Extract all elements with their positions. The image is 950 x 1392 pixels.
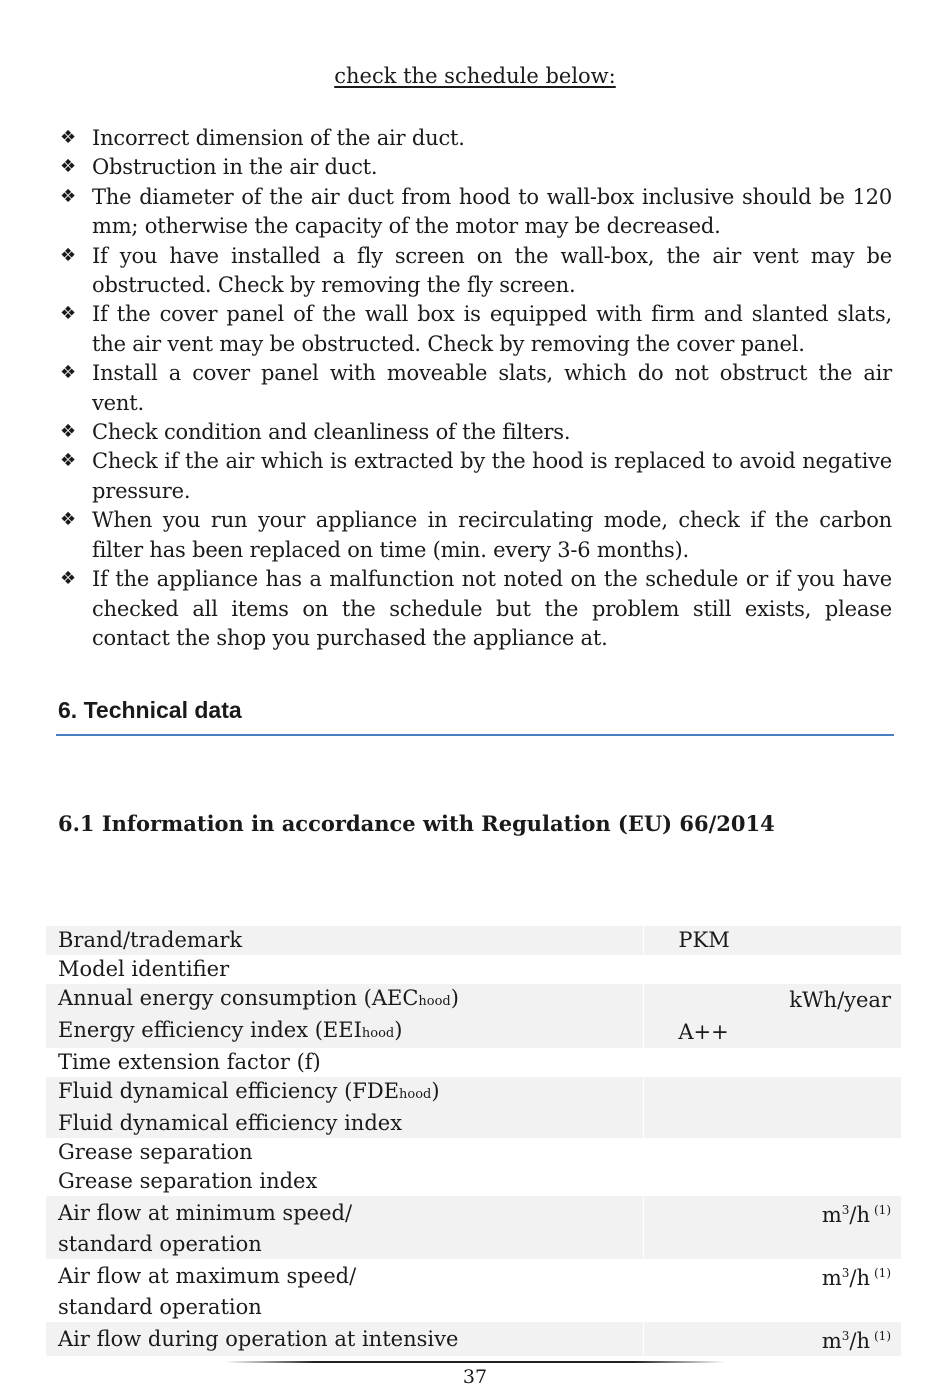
footnote-ref: (1) xyxy=(874,1329,891,1343)
row-value: A++ xyxy=(644,1016,789,1048)
row-value xyxy=(644,1077,789,1109)
row-label xyxy=(46,926,643,955)
four-diamond-bullet-icon: ❖ xyxy=(60,244,76,266)
four-diamond-bullet-icon: ❖ xyxy=(60,362,76,384)
list-item-text: The diameter of the air duct from hood to wall-box inclusive should be 120 mm; otherwise the capacity of the motor may be decreased. xyxy=(92,184,892,239)
table-row xyxy=(46,1109,901,1138)
label-end: ) xyxy=(450,986,459,1010)
row-label xyxy=(46,1167,643,1196)
unit-end: /h xyxy=(849,1203,870,1227)
list-item-text: Obstruction in the air duct. xyxy=(92,155,378,180)
list-item-text: Check condition and cleanliness of the filters. xyxy=(92,420,571,445)
row-value xyxy=(644,1138,789,1167)
footer-divider xyxy=(225,1361,725,1363)
row-unit xyxy=(789,1167,901,1196)
row-value: PKM xyxy=(644,926,789,955)
list-item xyxy=(58,242,892,301)
list-item xyxy=(58,506,892,565)
row-label xyxy=(46,1016,643,1048)
list-item xyxy=(58,359,892,418)
row-unit xyxy=(789,1077,901,1109)
list-item-text: If the appliance has a malfunction not noted on the schedule or if you have checked all items on the schedule but the problem still exists, please contact the shop you purchased the appliance at. xyxy=(92,567,892,650)
list-item-text: Check if the air which is extracted by the hood is replaced to avoid negative pressure. xyxy=(92,449,892,503)
unit-text: m xyxy=(821,1329,842,1353)
row-label xyxy=(46,1322,643,1356)
row-label xyxy=(46,1259,643,1293)
label-text: Fluid dynamical efficiency (FDE xyxy=(58,1079,400,1103)
label-end: ) xyxy=(431,1079,440,1103)
row-unit xyxy=(789,1138,901,1167)
list-item-text: If the cover panel of the wall box is equipped with firm and slanted slats, the air vent may be obstructed. Check by removing the cover panel. xyxy=(92,302,892,356)
label-text: Air flow during operation at intensive xyxy=(58,1326,459,1351)
unit-end: /h xyxy=(849,1329,870,1353)
table-row xyxy=(46,1077,901,1109)
footnote-ref: (1) xyxy=(874,1266,891,1280)
checklist-intro: check the schedule below: xyxy=(334,64,616,88)
troubleshooting-checklist xyxy=(58,124,892,653)
label-text: Time extension factor (f) xyxy=(58,1050,321,1074)
row-label xyxy=(46,1077,643,1109)
label-text: Energy efficiency index (EEI xyxy=(58,1018,362,1042)
table-row xyxy=(46,1138,901,1167)
table-row xyxy=(46,1196,901,1230)
four-diamond-bullet-icon: ❖ xyxy=(60,568,76,590)
row-value xyxy=(644,1196,789,1230)
four-diamond-bullet-icon: ❖ xyxy=(60,303,76,325)
label-subscript: hood xyxy=(418,994,451,1009)
row-unit xyxy=(789,1322,901,1356)
label-text: Air flow at maximum speed/ xyxy=(58,1263,357,1288)
row-value xyxy=(644,1293,789,1322)
table-row xyxy=(46,1167,901,1196)
row-unit xyxy=(789,1293,901,1322)
technical-data-table xyxy=(46,926,901,1356)
footnote-ref: (1) xyxy=(874,1203,891,1217)
row-label xyxy=(46,955,643,984)
list-item xyxy=(58,183,892,242)
row-value xyxy=(644,1230,789,1259)
table-row xyxy=(46,1322,901,1356)
label-subscript: hood xyxy=(361,1026,395,1041)
row-value xyxy=(644,955,789,984)
list-item-text: Install a cover panel with moveable slats, which do not obstruct the air vent. xyxy=(92,361,892,415)
list-item xyxy=(58,300,892,359)
row-label xyxy=(46,1109,643,1138)
list-item xyxy=(58,153,892,182)
row-value xyxy=(644,1109,789,1138)
row-unit xyxy=(789,926,901,955)
unit-text: m xyxy=(821,1266,842,1290)
row-unit xyxy=(789,1109,901,1138)
table-row xyxy=(46,984,901,1016)
table-row xyxy=(46,1016,901,1048)
four-diamond-bullet-icon: ❖ xyxy=(60,127,76,148)
unit-superscript: 3 xyxy=(841,1266,850,1280)
four-diamond-bullet-icon: ❖ xyxy=(60,421,76,443)
row-unit xyxy=(789,1196,901,1230)
row-unit xyxy=(789,1048,901,1077)
unit-end: /h xyxy=(849,1266,870,1290)
table-row xyxy=(46,926,901,955)
section-title: 6. Technical data xyxy=(58,697,242,723)
table-row xyxy=(46,1048,901,1077)
four-diamond-bullet-icon: ❖ xyxy=(60,156,76,178)
label-text: Annual energy consumption (AEC xyxy=(58,986,419,1010)
row-label xyxy=(46,1048,643,1077)
list-item xyxy=(58,447,892,506)
row-unit xyxy=(789,955,901,984)
unit-text: m xyxy=(821,1203,842,1227)
list-item-text: If you have installed a fly screen on the wall-box, the air vent may be obstructed. Check by removing the fly screen. xyxy=(92,243,892,298)
row-value xyxy=(644,1259,789,1293)
label-subscript: hood xyxy=(399,1087,432,1102)
table-row xyxy=(46,1259,901,1293)
label-text: standard operation xyxy=(58,1232,262,1256)
row-label xyxy=(46,1293,643,1322)
label-end: ) xyxy=(394,1018,403,1042)
row-label xyxy=(46,984,643,1016)
row-unit xyxy=(789,1259,901,1293)
table-row xyxy=(46,955,901,984)
row-label xyxy=(46,1138,643,1167)
label-text: Brand/trademark xyxy=(58,928,243,952)
label-text: standard operation xyxy=(58,1295,262,1319)
four-diamond-bullet-icon: ❖ xyxy=(60,185,76,207)
unit-superscript: 3 xyxy=(841,1329,850,1343)
table-row xyxy=(46,1230,901,1259)
page-number: 37 xyxy=(462,1366,488,1388)
row-value xyxy=(644,1167,789,1196)
row-value xyxy=(644,984,789,1016)
list-item xyxy=(58,565,892,653)
list-item xyxy=(58,124,892,153)
subsection-title: 6.1 Information in accordance with Regulation (EU) 66/2014 xyxy=(58,811,775,836)
row-unit: kWh/year xyxy=(789,984,901,1016)
row-value xyxy=(644,1322,789,1356)
label-text: Fluid dynamical efficiency index xyxy=(58,1111,403,1135)
row-unit xyxy=(789,1016,901,1048)
section-divider xyxy=(56,734,894,736)
list-item xyxy=(58,418,892,447)
label-text: Grease separation index xyxy=(58,1169,318,1193)
row-unit xyxy=(789,1230,901,1259)
list-item-text: Incorrect dimension of the air duct. xyxy=(92,126,465,150)
four-diamond-bullet-icon: ❖ xyxy=(60,509,76,531)
label-text: Air flow at minimum speed/ xyxy=(58,1200,353,1225)
unit-superscript: 3 xyxy=(841,1203,850,1217)
table-row xyxy=(46,1293,901,1322)
row-label xyxy=(46,1230,643,1259)
label-text: Grease separation xyxy=(58,1140,253,1164)
label-text: Model identifier xyxy=(58,957,230,981)
row-value xyxy=(644,1048,789,1077)
list-item-text: When you run your appliance in recirculating mode, check if the carbon filter has been replaced on time (min. every 3-6 months). xyxy=(92,508,892,562)
row-label xyxy=(46,1196,643,1230)
four-diamond-bullet-icon: ❖ xyxy=(60,450,76,472)
